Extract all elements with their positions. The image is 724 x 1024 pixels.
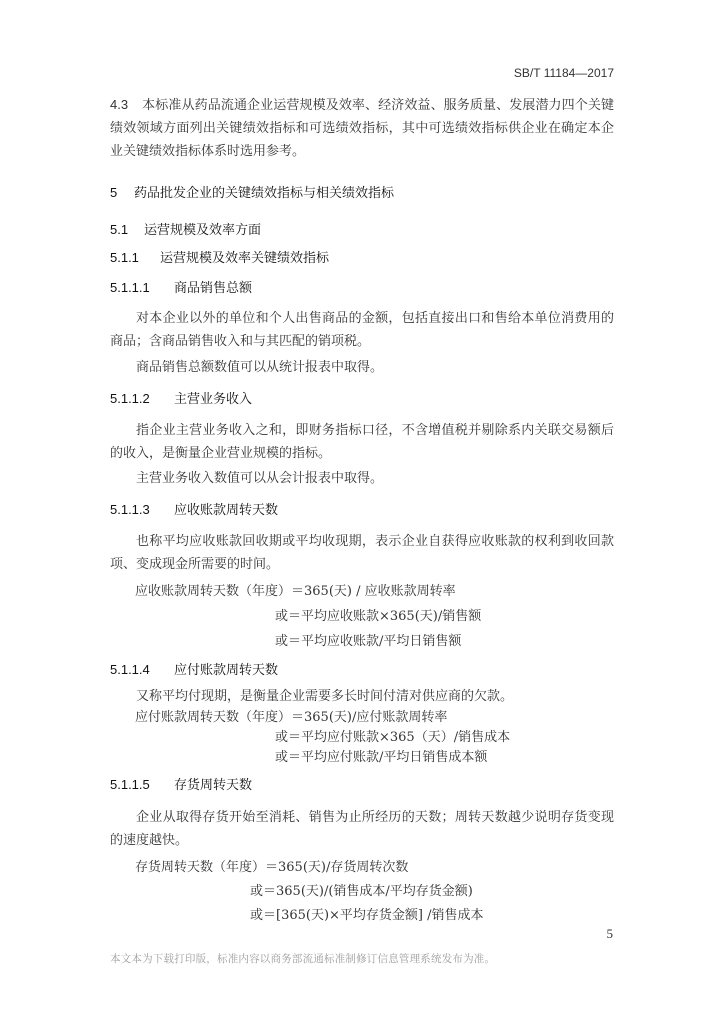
formula-line: 或＝平均应付账款/平均日销售成本额: [275, 750, 488, 765]
formula-line: 或＝[365(天)×平均存货金额] /销售成本: [250, 908, 484, 923]
formula-line: 应收账款周转天数（年度）＝365(天) / 应收账款周转率: [135, 584, 456, 599]
paragraph: 对本企业以外的单位和个人出售商品的金额，包括直接出口和售给本单位消费用的商品；含商品销售收入和与其匹配的销项税。: [110, 311, 614, 349]
section-heading-5-1-1: [110, 247, 329, 266]
section-number: 5: [110, 185, 118, 200]
section-heading-5: [110, 182, 394, 201]
section-heading-5-1-1-3: [110, 499, 278, 518]
section-number: 5.1.1: [110, 250, 139, 265]
paragraph: 也称平均应收账款回收期或平均收现期，表示企业自获得应收账款的权利到收回款项、变成现金所需要的时间。: [110, 534, 614, 572]
section-number: 5.1.1.5: [110, 777, 150, 792]
section-title: 应付账款周转天数: [174, 663, 279, 678]
section-heading-5-1-1-4: [110, 659, 278, 678]
section-heading-5-1-1-2: [110, 388, 252, 407]
footer-note: 本文本为下载打印版，标准内容以商务部流通标准制修订信息管理系统发布为准。: [110, 953, 496, 965]
section-number: 5.1.1.2: [110, 391, 150, 406]
clause-number: 4.3: [110, 97, 129, 112]
section-heading-5-1: [110, 219, 261, 238]
section-title: 商品销售总额: [174, 281, 253, 296]
formula-line: 存货周转天数（年度）＝365(天)/存货周转次数: [135, 860, 409, 875]
paragraph: 指企业主营业务收入之和，即财务指标口径，不含增值税并剔除系内关联交易额后的收入，是衡量企业营业规模的指标。: [110, 423, 614, 461]
section-heading-5-1-1-5: [110, 774, 252, 793]
paragraph: 主营业务收入数值可以从会计报表中取得。: [136, 471, 384, 486]
section-number: 5.1.1.3: [110, 502, 150, 517]
section-title: 应收账款周转天数: [174, 503, 279, 518]
section-number: 5.1.1.4: [110, 662, 150, 677]
formula-line: 或＝平均应收账款×365(天)/销售额: [275, 609, 482, 624]
formula-line: 或＝平均应收账款/平均日销售额: [275, 634, 462, 649]
paragraph: 企业从取得存货开始至消耗、销售为止所经历的天数；周转天数越少说明存货变现的速度越快。: [110, 810, 614, 848]
section-title: 主营业务收入: [174, 392, 253, 407]
section-number: 5.1.1.1: [110, 280, 150, 295]
paragraph: 又称平均付现期，是衡量企业需要多长时间付清对供应商的欠款。: [136, 689, 514, 704]
clause-text: 本标准从药品流通企业运营规模及效率、经济效益、服务质量、发展潜力四个关键绩效领域方面列出关键绩效指标和可选绩效指标，其中可选绩效指标供企业在确定本企业关键绩效指标体系时选用参考。: [110, 98, 614, 159]
formula-line: 应付账款周转天数（年度）＝365(天)/应付账款周转率: [135, 710, 448, 725]
section-title: 运营规模及效率方面: [144, 223, 262, 238]
paragraph: 商品销售总额数值可以从统计报表中取得。: [136, 360, 384, 375]
clause-4-3: [110, 93, 614, 163]
section-number: 5.1: [110, 222, 129, 237]
section-title: 运营规模及效率关键绩效指标: [160, 251, 330, 266]
standard-code: SB/T 11184—2017: [513, 66, 614, 80]
section-title: 药品批发企业的关键绩效指标与相关绩效指标: [134, 186, 395, 201]
page-number: 5: [606, 926, 613, 941]
section-title: 存货周转天数: [174, 778, 253, 793]
formula-line: 或＝平均应付账款×365（天）/销售成本: [275, 730, 511, 745]
formula-line: 或＝365(天)/(销售成本/平均存货金额): [250, 884, 473, 899]
section-heading-5-1-1-1: [110, 277, 252, 296]
